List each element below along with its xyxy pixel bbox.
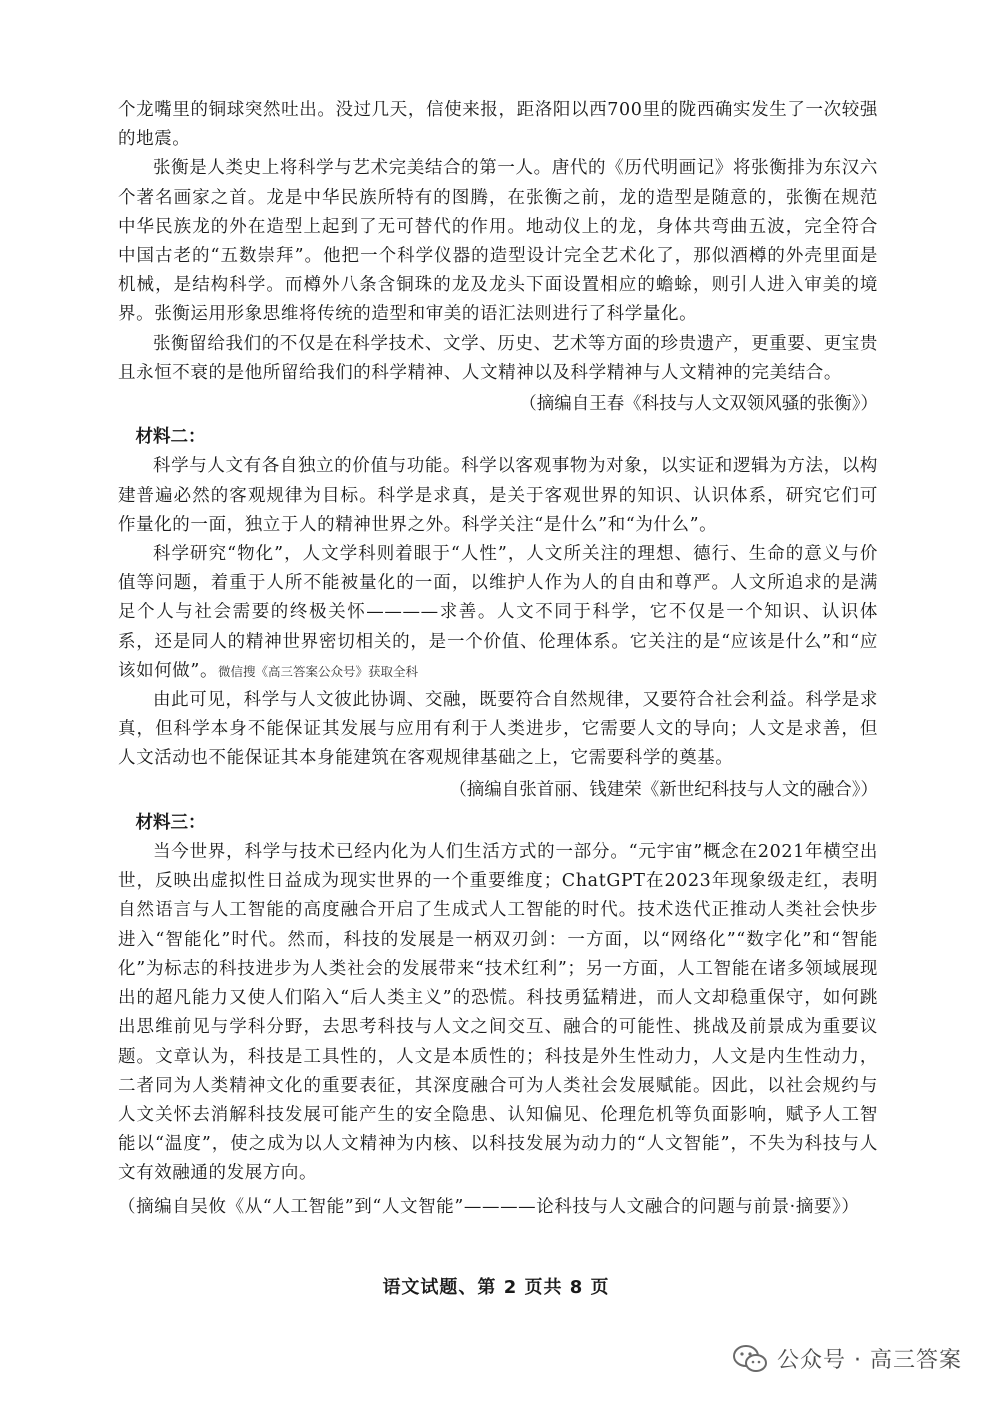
material-2-heading: 材料二： <box>135 427 206 448</box>
wechat-icon <box>733 1345 767 1373</box>
m1-paragraph-2: 张衡是人类史上将科学与艺术完美结合的第一人。唐代的《历代明画记》将张衡排为东汉六个著名画家之首。龙是中华民族所特有的图腾，在张衡之前，龙的造型是随意的，张衡在规范中华民族龙的外在造型上起到了无可替代的作用。地动仪上的龙，身体共弯曲五波，完全符合中国古老的“五数崇拜”。他把一个科学仪器的造型设计完全艺术化了，那似酒樽的外壳里面是机械，是结构科学。而樽外八条含铜珠的龙及龙头下面设置相应的蟾蜍，则引人进入审美的境界。张衡运用形象思维将传统的造型和审美的语汇法则进行了科学量化。 <box>118 158 878 325</box>
m2-source: （摘编自张首丽、钱建荣《新世纪科技与人文的融合》） <box>449 779 878 800</box>
m2-paragraph-1: 科学与人文有各自独立的价值与功能。科学以客观事物为对象，以实证和逻辑为方法，以构建普遍必然的客观规律为目标。科学是求真，是关于客观世界的知识、认识体系，研究它们可作量化的一面，独立于人的精神世界之外。科学关注“是什么”和“为什么”。 <box>118 456 878 535</box>
watermark-text: 公众号 · 高三答案 <box>777 1348 962 1373</box>
m2-paragraph-3: 由此可见，科学与人文彼此协调、交融，既要符合自然规律，又要符合社会利益。科学是求真，但科学本身不能保证其发展与应用有利于人类进步，它需要人文的导向；人文是求善，但人文活动也不能保证其本身能建筑在客观规律基础之上，它需要科学的奠基。 <box>118 690 878 769</box>
m3-source: （摘编自吴攸《从“人工智能”到“人文智能”————论科技与人文融合的问题与前景·摘要》） <box>118 1196 860 1217</box>
m2-paragraph-2-text: 科学研究“物化”，人文学科则着眼于“人性”，人文所关注的理想、德行、生命的意义与价值等问题，着重于人所不能被量化的一面，以维护人作为人的自由和尊严。人文所追求的是满足个人与社会需要的终极关怀————求善。人文不同于科学，它不仅是一个知识、认识体系，还是同人的精神世界密切相关的，是一个价值、伦理体系。它关注的是“应该是什么”和“应该如何做”。 <box>118 544 878 681</box>
m1-paragraph-1: 个龙嘴里的铜球突然吐出。没过几天，信使来报，距洛阳以西700里的陇西确实发生了一次较强的地震。 <box>118 100 878 150</box>
m2-paragraph-2 <box>118 540 878 686</box>
wechat-note: 微信搜《高三答案公众号》获取全科 <box>218 663 419 679</box>
m1-source: （摘编自王春《科技与人文双领风骚的张衡》） <box>519 394 878 415</box>
wechat-watermark <box>733 1343 962 1374</box>
page-footer: 语文试题、第 2 页共 8 页 <box>382 1277 610 1298</box>
material-3-heading: 材料三： <box>135 812 206 833</box>
m3-paragraph-1: 当今世界，科学与技术已经内化为人们生活方式的一部分。“元宇宙”概念在2021年横空出世，反映出虚拟性日益成为现实世界的一个重要维度；ChatGPT在2023年现象级走红，表明自然语言与人工智能的高度融合开启了生成式人工智能的时代。技术迭代正推动人类社会快步进入“智能化”时代。然而，科技的发展是一柄双刃剑：一方面，以“网络化”“数字化”和“智能化”为标志的科技进步为人类社会的发展带来“技术红利”；另一方面，人工智能在诸多领域展现出的超凡能力又使人们陷入“后人类主义”的恐慌。科技勇猛精进，而人文却稳重保守，如何跳出思维前见与学科分野，去思考科技与人文之间交互、融合的可能性、挑战及前景成为重要议题。文章认为，科技是工具性的，人文是本质性的；科技是外生性动力，人文是内生性动力，二者同为人类精神文化的重要表征，其深度融合可为人类社会发展赋能。因此，以社会规约与人文关怀去消解科技发展可能产生的安全隐患、认知偏见、伦理危机等负面影响，赋予人工智能以“温度”，使之成为以人文精神为内核、以科技发展为动力的“人文智能”，不失为科技与人文有效融通的发展方向。 <box>118 842 878 1184</box>
document-body <box>118 96 878 1222</box>
m1-paragraph-3: 张衡留给我们的不仅是在科学技术、文学、历史、艺术等方面的珍贵遗产，更重要、更宝贵且永恒不衰的是他所留给我们的科学精神、人文精神以及科学精神与人文精神的完美结合。 <box>118 333 878 383</box>
